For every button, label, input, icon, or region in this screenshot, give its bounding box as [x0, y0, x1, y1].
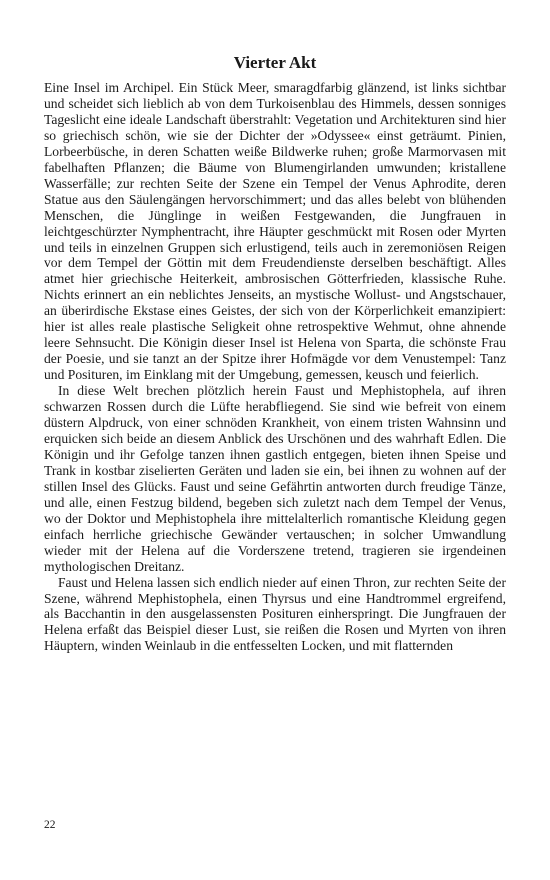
paragraph-arrival: In diese Welt brechen plötzlich herein Faust und Mephistophela, auf ihren schwarzen Rossen durch die Lüfte herabfliegend. Sie sind wie befreit von einem düstern Alpdruck, von einer schnöden Krankheit, von einem tristen Wahnsinn und erquicken sich beide an diesem Anblick des Urschönen und des wahrhaft Edlen. Die Königin und ihr Gefolge tanzen ihnen gastlich entgegen, bieten ihnen Speise und Trank in kostbar ziselierten Geräten und laden sie ein, bei ihnen zu wohnen auf der stillen Insel des Glücks. Faust und seine Gefährtin antworten durch freudige Tänze, und alle, einen Festzug bildend, begeben sich zuletzt nach dem Tempel der Venus, wo der Doktor und Mephistophela ihre mittelalterlich romantische Kleidung gegen einfach herrliche griechische Gewänder vertauschen; in solcher Umwandlung wieder mit der Helena auf die Vorderszene tretend, tragieren sie irgendeinen mythologischen Dreitanz.: [44, 383, 506, 574]
paragraph-throne: Faust und Helena lassen sich endlich nieder auf einen Thron, zur rechten Seite der Szene, während Mephistophela, einen Thyrsus und eine Handtrommel ergreifend, als Bacchantin in den ausgelassensten Posituren einherspringt. Die Jungfrauen der Helena erfaßt das Beispiel dieser Lust, sie reißen die Rosen und Myrten von ihren Häuptern, winden Weinlaub in die entfesselten Locken, und mit flatternden: [44, 574, 506, 654]
page-number: 22: [44, 819, 56, 831]
act-heading: Vierter Akt: [233, 53, 317, 72]
paragraph-setting: Eine Insel im Archipel. Ein Stück Meer, smaragdfarbig glänzend, ist links sichtbar und scheidet sich lieblich ab von dem Turkoisenblau des Himmels, dessen sonniges Tageslicht eine ideale Landschaft überstrahlt: Vegetation und Architekturen sind hier so griechisch schön, wie sie der Dichter der »Odyssee« einst geträumt. Pinien, Lorbeerbüsche, in deren Schatten weiße Bildwerke ruhen; große Marmorvasen mit fabelhaften Pflanzen; die Bäume von Blumengirlanden umwunden; kristallene Wasserfälle; zur rechten Seite der Szene ein Tempel der Venus Aphrodite, deren Statue aus den Säulengängen hervorschimmert; und das alles belebt von blühenden Menschen, die Jünglinge in weißen Festgewanden, die Jungfrauen in leichtgeschürzter Nymphentracht, ihre Häupter geschmückt mit Rosen oder Myrten und teils in einzelnen Gruppen sich erlustigend, teils auch in zeremoniösen Reigen vor dem Tempel der Göttin mit dem Freudendienste derselben beschäftigt. Alles atmet hier griechische Heiterkeit, ambrosischen Götterfrieden, klassische Ruhe. Nichts erinnert an ein neblichtes Jenseits, an mystische Wollust- und Angstschauer, an überirdische Ekstase eines Geistes, der sich von der Körperlichkeit emanzipiert: hier ist alles reale plastische Seligkeit ohne retrospektive Wehmut, ohne ahnende leere Sehnsucht. Die Königin dieser Insel ist Helena von Sparta, die schönste Frau der Poesie, und sie tanzt an der Spitze ihrer Hofmägde vor dem Venustempel: Tanz und Posituren, im Einklang mit der Umgebung, gemessen, keusch und feierlich.: [44, 80, 506, 383]
book-page: [44, 52, 506, 654]
